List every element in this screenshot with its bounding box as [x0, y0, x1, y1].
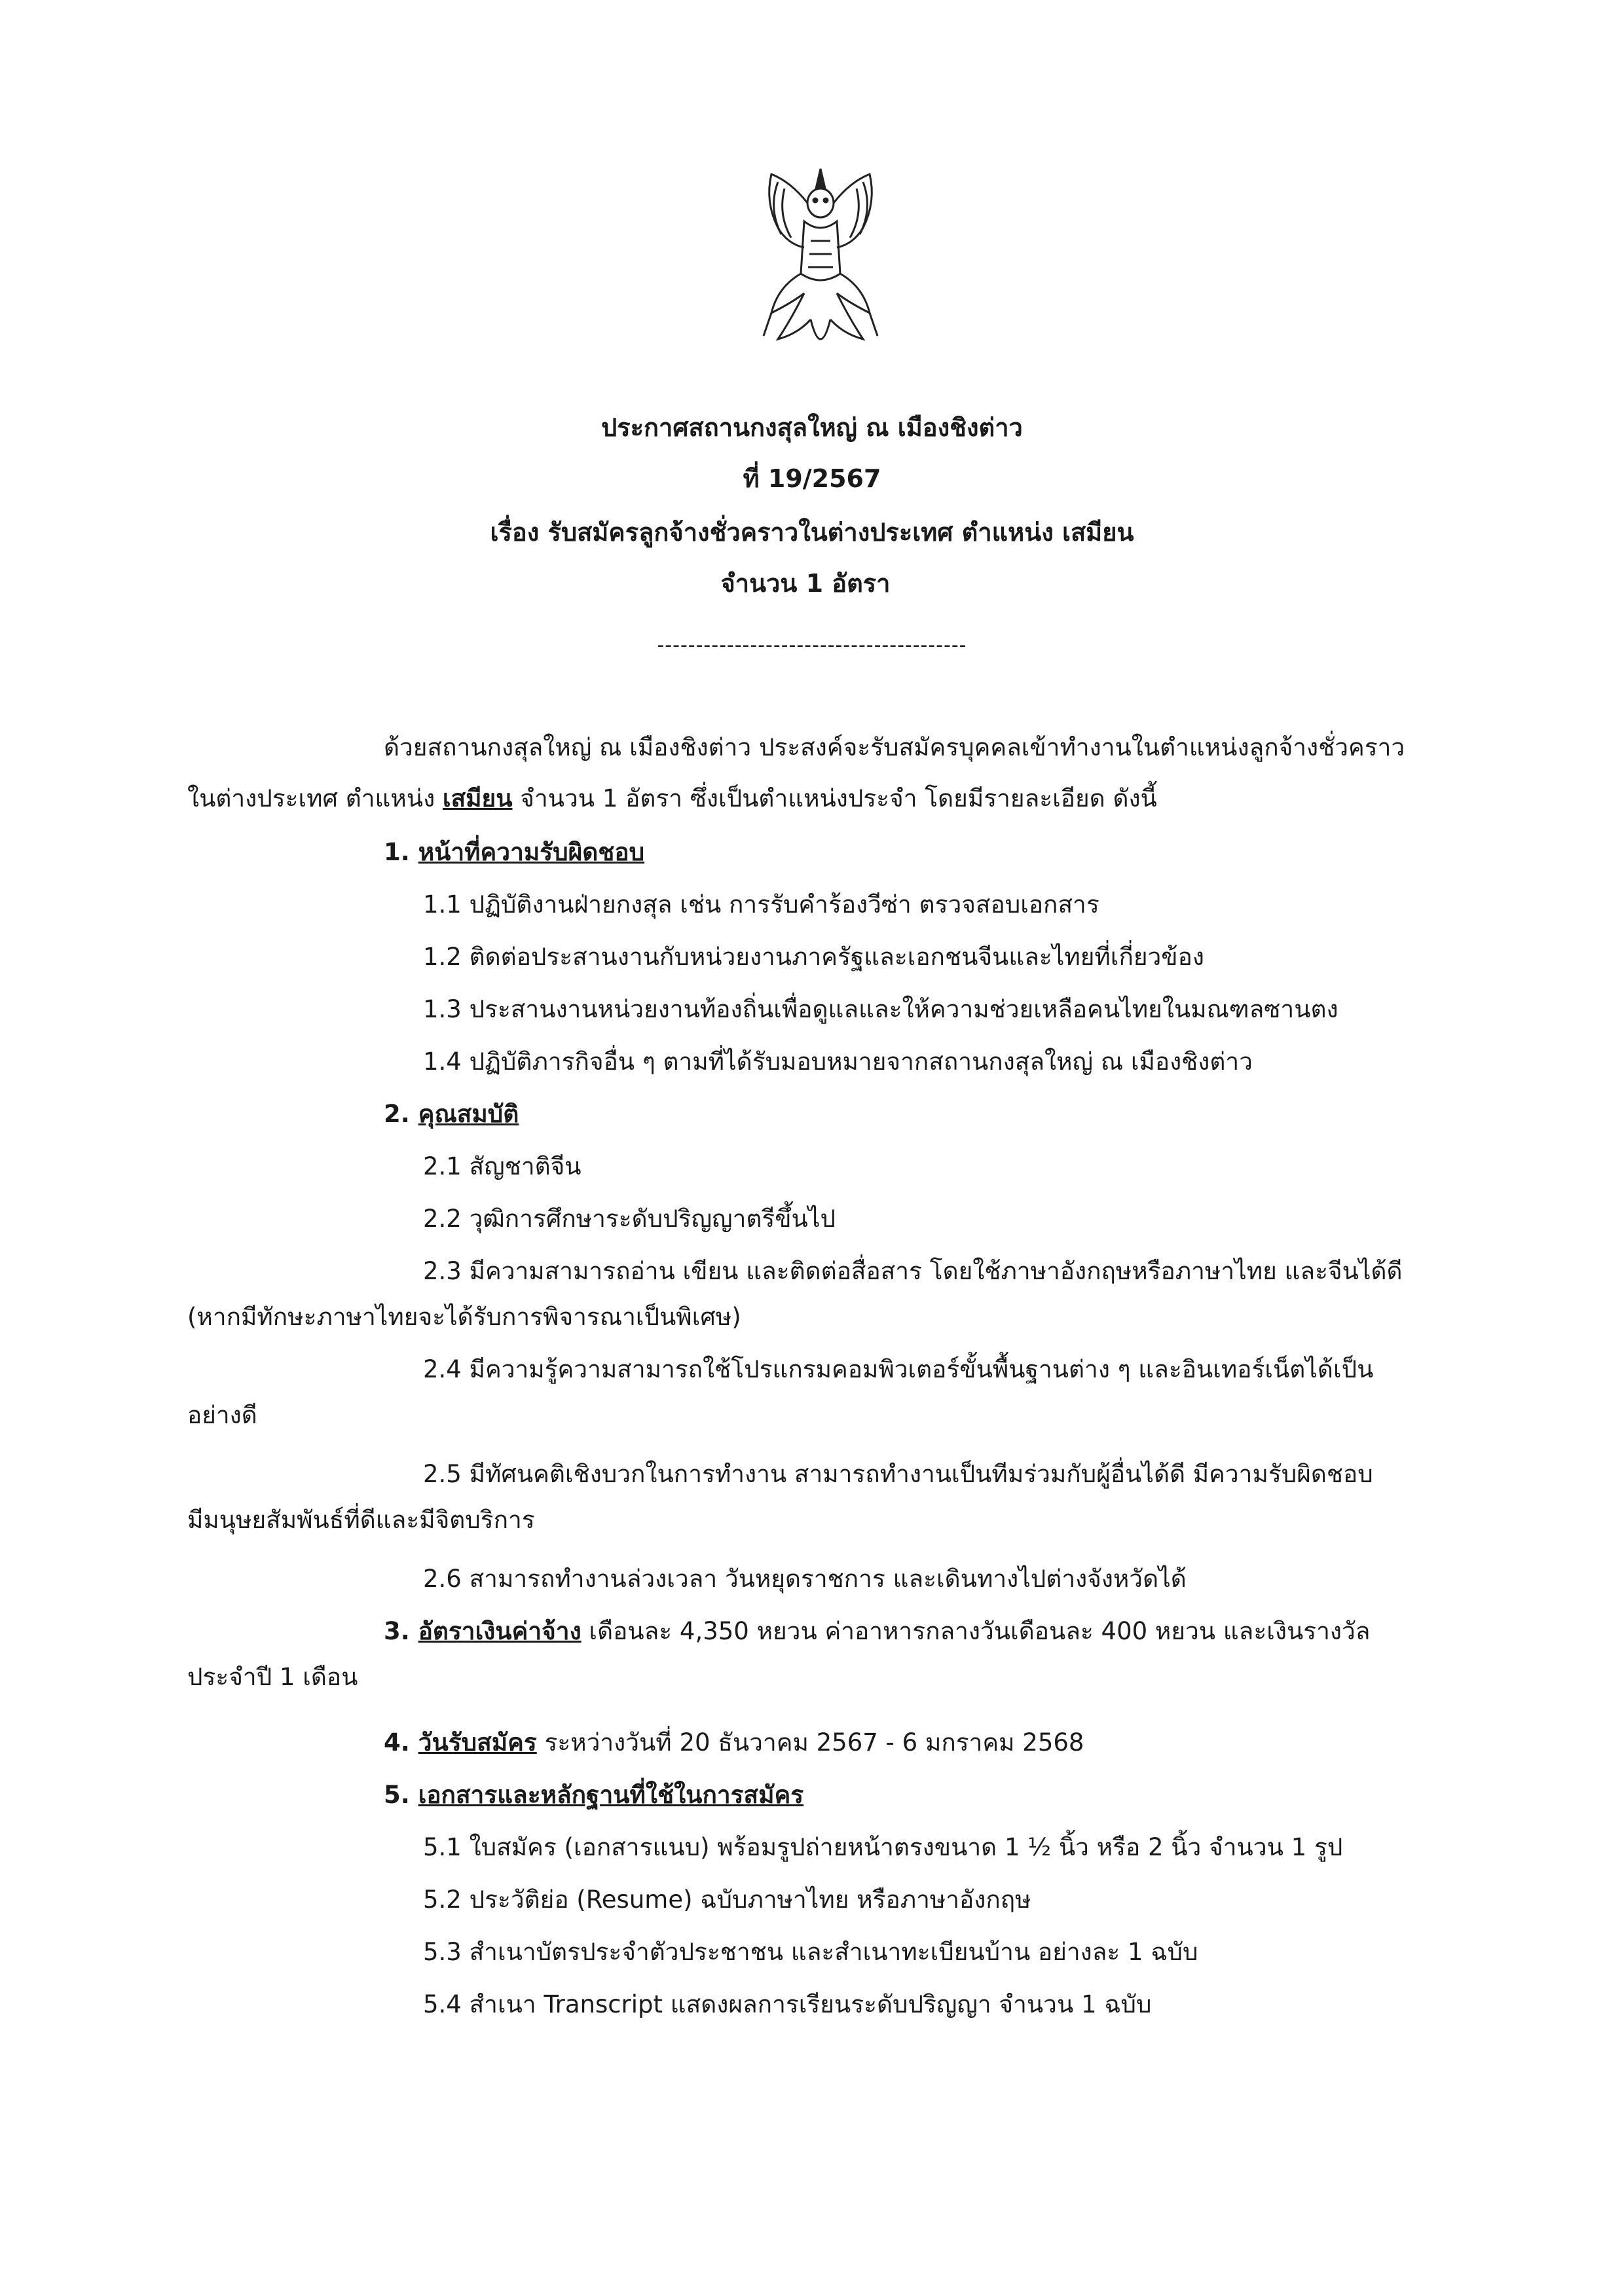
list-item: 1.2 ติดต่อประสานงานกับหน่วยงานภาครัฐและเอกชนจีนและไทยที่เกี่ยวข้อง	[423, 943, 1204, 971]
intro-line-2	[187, 779, 1157, 818]
list-item-continuation: มีมนุษยสัมพันธ์ที่ดีและมีจิตบริการ	[187, 1506, 535, 1534]
intro-line-2-post: จำนวน 1 อัตรา ซึ่งเป็นตำแหน่งประจำ โดยมีรายละเอียด ดังนี้	[512, 784, 1157, 812]
garuda-emblem	[752, 162, 889, 365]
section-3-text: เดือนละ 4,350 หยวน ค่าอาหารกลางวันเดือนละ 400 หยวน และเงินรางวัล	[581, 1617, 1371, 1645]
list-item: 2.4 มีความรู้ความสามารถใช้โปรแกรมคอมพิวเตอร์ขั้นพื้นฐานต่าง ๆ และอินเทอร์เน็ตได้เป็น	[423, 1355, 1374, 1383]
section-4-heading	[384, 1723, 1084, 1762]
section-3-number: 3.	[384, 1617, 418, 1645]
list-item-continuation: อย่างดี	[187, 1401, 257, 1429]
section-3-heading	[384, 1612, 1370, 1650]
list-item: 2.6 สามารถทำงานล่วงเวลา วันหยุดราชการ และเดินทางไปต่างจังหวัดได้	[423, 1565, 1187, 1593]
section-4-text: ระหว่างวันที่ 20 ธันวาคม 2567 - 6 มกราคม 2568	[536, 1728, 1084, 1757]
announcement-title: ประกาศสถานกงสุลใหญ่ ณ เมืองชิงต่าว	[601, 413, 1023, 442]
section-5-number: 5.	[384, 1781, 418, 1809]
list-item-continuation: (หากมีทักษะภาษาไทยจะได้รับการพิจารณาเป็นพิเศษ)	[187, 1303, 741, 1331]
intro-line-2-pre: ในต่างประเทศ ตำแหน่ง	[187, 784, 443, 812]
section-3-continuation: ประจำปี 1 เดือน	[187, 1663, 358, 1691]
announcement-quantity: จำนวน 1 อัตรา	[720, 569, 891, 598]
list-item: 1.3 ประสานงานหน่วยงานท้องถิ่นเพื่อดูแลและให้ความช่วยเหลือคนไทยในมณฑลซานตง	[423, 995, 1338, 1023]
list-item: 2.3 มีความสามารถอ่าน เขียน และติดต่อสื่อสาร โดยใช้ภาษาอังกฤษหรือภาษาไทย และจีนได้ดี	[423, 1257, 1403, 1285]
header-divider: ----------------------------------------	[657, 634, 967, 657]
list-item: 5.1 ใบสมัคร (เอกสารแนบ) พร้อมรูปถ่ายหน้าตรงขนาด 1 ½ นิ้ว หรือ 2 นิ้ว จำนวน 1 รูป	[423, 1833, 1343, 1861]
section-1-heading	[384, 833, 644, 871]
list-item: 5.4 สำเนา Transcript แสดงผลการเรียนระดับปริญญา จำนวน 1 ฉบับ	[423, 1990, 1152, 2018]
section-1-number: 1.	[384, 838, 418, 866]
announcement-subject: เรื่อง รับสมัครลูกจ้างชั่วคราวในต่างประเทศ ตำแหน่ง เสมียน	[490, 518, 1134, 547]
announcement-number: ที่ 19/2567	[743, 464, 881, 493]
list-item: 2.2 วุฒิการศึกษาระดับปริญญาตรีขึ้นไป	[423, 1205, 836, 1233]
list-item: 5.3 สำเนาบัตรประจำตัวประชาชน และสำเนาทะเบียนบ้าน อย่างละ 1 ฉบับ	[423, 1938, 1198, 1966]
section-5-title: เอกสารและหลักฐานที่ใช้ในการสมัคร	[418, 1781, 804, 1809]
section-3-title: อัตราเงินค่าจ้าง	[418, 1617, 581, 1645]
section-4-number: 4.	[384, 1728, 418, 1757]
position-name: เสมียน	[442, 784, 513, 812]
list-item: 1.4 ปฏิบัติภารกิจอื่น ๆ ตามที่ได้รับมอบหมายจากสถานกงสุลใหญ่ ณ เมืองชิงต่าว	[423, 1048, 1253, 1076]
section-2-heading	[384, 1095, 519, 1133]
section-4-title: วันรับสมัคร	[418, 1728, 537, 1757]
intro-line-1: ด้วยสถานกงสุลใหญ่ ณ เมืองชิงต่าว ประสงค์จะรับสมัครบุคคลเข้าทำงานในตำแหน่งลูกจ้างชั่วคราว	[384, 733, 1405, 761]
section-2-number: 2.	[384, 1100, 418, 1128]
list-item: 2.1 สัญชาติจีน	[423, 1152, 581, 1180]
section-5-heading	[384, 1776, 803, 1814]
list-item: 1.1 ปฏิบัติงานฝ่ายกงสุล เช่น การรับคำร้องวีซ่า ตรวจสอบเอกสาร	[423, 890, 1099, 919]
list-item: 5.2 ประวัติย่อ (Resume) ฉบับภาษาไทย หรือภาษาอังกฤษ	[423, 1886, 1031, 1914]
list-item: 2.5 มีทัศนคติเชิงบวกในการทำงาน สามารถทำงานเป็นทีมร่วมกับผู้อื่นได้ดี มีความรับผิดชอบ	[423, 1460, 1373, 1488]
section-2-title: คุณสมบัติ	[418, 1100, 519, 1128]
section-1-title: หน้าที่ความรับผิดชอบ	[418, 838, 645, 866]
